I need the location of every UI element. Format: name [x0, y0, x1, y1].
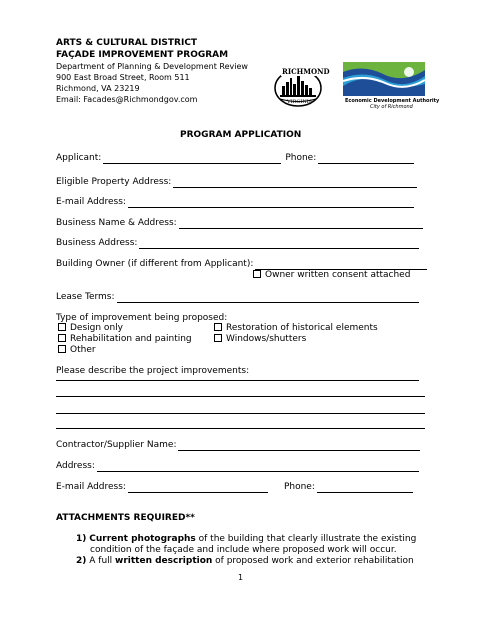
eda-name: Economic Development Authority [345, 98, 440, 104]
describe-line-2[interactable] [56, 396, 425, 397]
address-line2: Richmond, VA 23219 [56, 84, 140, 93]
option-design-only[interactable] [58, 323, 123, 334]
item2-bold: written description [115, 556, 213, 566]
applicant-field[interactable] [103, 154, 281, 164]
rehab-painting-label: Rehabilitation and painting [70, 334, 192, 344]
org-title-line2: FAÇADE IMPROVEMENT PROGRAM [56, 50, 229, 60]
option-windows[interactable] [214, 334, 306, 345]
email-label: E-mail Address: [56, 197, 126, 207]
contractor-email-label: E-mail Address: [56, 482, 126, 492]
lease-terms-label: Lease Terms: [56, 292, 115, 302]
virginia-logo-text: VIRGINIA [287, 99, 313, 105]
describe-line-3[interactable] [56, 413, 425, 414]
option-restoration[interactable] [214, 323, 378, 334]
attachment-item-2 [76, 556, 414, 567]
item2-pre: A full [89, 556, 116, 566]
contractor-email-field[interactable] [128, 483, 268, 493]
item1-bold: Current photographs [89, 534, 196, 544]
owner-consent-label: Owner written consent attached [265, 270, 411, 280]
attachments-heading: ATTACHMENTS REQUIRED** [56, 513, 195, 523]
lease-terms-field[interactable] [117, 293, 419, 303]
item1-rest: of the building that clearly illustrate the existing [195, 534, 417, 544]
phone-label: Phone: [285, 153, 317, 163]
phone-field[interactable] [318, 154, 414, 164]
business-address-field[interactable] [139, 239, 419, 249]
design-only-checkbox[interactable] [58, 323, 66, 331]
contractor-field[interactable] [178, 441, 420, 451]
address-line1: 900 East Broad Street, Room 511 [56, 73, 190, 82]
describe-label: Please describe the project improvements: [56, 366, 250, 376]
other-checkbox[interactable] [58, 345, 66, 353]
design-only-label: Design only [70, 323, 123, 333]
business-name-label: Business Name & Address: [56, 218, 177, 228]
item2-rest: of proposed work and exterior rehabilitation [212, 556, 414, 566]
eda-logo [343, 62, 425, 96]
form-title: PROGRAM APPLICATION [180, 130, 302, 140]
email-field[interactable] [128, 198, 414, 208]
business-name-field[interactable] [179, 219, 423, 229]
describe-line-4[interactable] [56, 428, 425, 429]
rehab-painting-checkbox[interactable] [58, 334, 66, 342]
item1-number: 1) [76, 534, 87, 544]
applicant-label: Applicant: [56, 153, 102, 163]
eda-sub: City of Richmond [370, 104, 413, 110]
other-label: Other [70, 345, 96, 355]
option-rehab-painting[interactable] [58, 334, 192, 345]
owner-consent-option[interactable] [253, 270, 410, 281]
option-other[interactable] [58, 345, 96, 356]
improvement-type-label: Type of improvement being proposed: [56, 313, 228, 323]
business-address-label: Business Address: [56, 238, 138, 248]
department: Department of Planning & Development Review [56, 62, 248, 71]
item2-number: 2) [76, 556, 87, 566]
contractor-phone-field[interactable] [317, 483, 413, 493]
attachment-item-1-line2: condition of the façade and include where proposed work will occur. [90, 545, 397, 555]
windows-checkbox[interactable] [214, 334, 222, 342]
contractor-phone-label: Phone: [283, 482, 315, 492]
attachment-item-1 [76, 534, 416, 545]
org-title-line1: ARTS & CULTURAL DISTRICT [56, 38, 198, 48]
richmond-logo-text: RICHMOND [282, 67, 330, 76]
restoration-label: Restoration of historical elements [226, 323, 378, 333]
building-owner-label: Building Owner (if different from Applicant): [56, 259, 254, 269]
contractor-label: Contractor/Supplier Name: [56, 440, 177, 450]
page-number: 1 [238, 573, 244, 582]
building-owner-field[interactable] [255, 260, 427, 270]
owner-consent-checkbox[interactable] [253, 270, 261, 278]
contact-email: Email: Facades@Richmondgov.com [56, 95, 198, 104]
eligible-property-field[interactable] [173, 178, 417, 188]
address-field[interactable] [97, 462, 419, 472]
eligible-property-label: Eligible Property Address: [56, 177, 172, 187]
restoration-checkbox[interactable] [214, 323, 222, 331]
windows-label: Windows/shutters [226, 334, 307, 344]
describe-line-1[interactable] [56, 380, 419, 381]
address-label: Address: [56, 461, 95, 471]
